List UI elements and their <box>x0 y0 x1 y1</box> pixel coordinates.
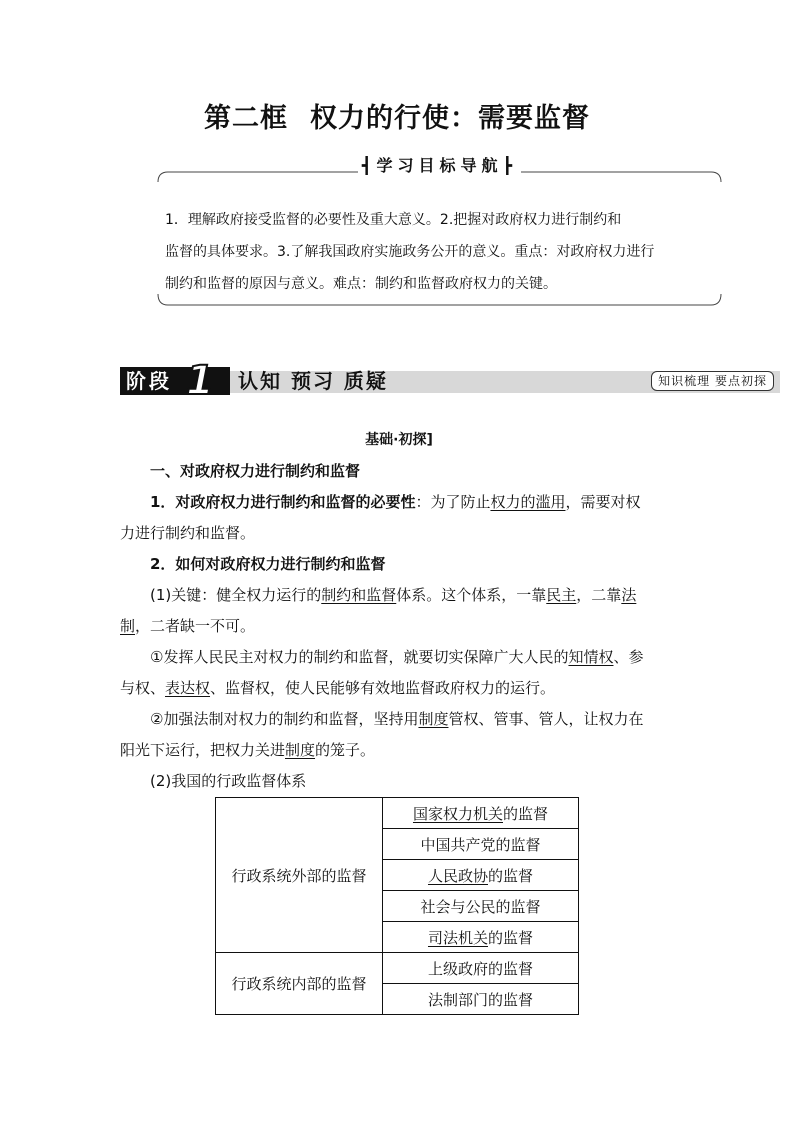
goal-text <box>165 204 690 300</box>
paragraph-2-cont: 制，二者缺一不可。 <box>120 617 256 635</box>
table-group-internal: 行政系统内部的监督 <box>216 953 383 1015</box>
stage-heading: 认知 预习 质疑 <box>238 369 388 393</box>
stage-label: 阶段 <box>120 367 230 395</box>
table-cell: 上级政府的监督 <box>383 953 579 984</box>
table-row <box>216 953 579 984</box>
paragraph-4: ②加强法制对权力的制约和监督，坚持用制度管权、管事、管人，让权力在 <box>150 710 644 728</box>
table-cell: 国家权力机关的监督 <box>383 798 579 829</box>
heading-2: 2．如何对政府权力进行制约和监督 <box>150 555 386 573</box>
goal-label: ┫学习目标导航┣ <box>157 153 722 176</box>
paragraph-1-cont: 力进行制约和监督。 <box>120 524 256 542</box>
heading-1: 一、对政府权力进行制约和监督 <box>150 462 361 480</box>
stage-tag: 知识梳理 要点初探 <box>651 371 774 391</box>
table-cell: 社会与公民的监督 <box>383 891 579 922</box>
supervision-table <box>215 797 579 1015</box>
paragraph-4-cont: 阳光下运行，把权力关进制度的笼子。 <box>120 741 376 759</box>
goal-line: 制约和监督的原因与意义。难点：制约和监督政府权力的关键。 <box>165 276 557 292</box>
stage-banner <box>120 358 780 404</box>
table-group-external: 行政系统外部的监督 <box>216 798 383 953</box>
table-cell: 司法机关的监督 <box>383 922 579 953</box>
learning-goals-box <box>157 156 722 310</box>
paragraph-5: (2)我国的行政监督体系 <box>150 772 307 790</box>
table-cell: 法制部门的监督 <box>383 984 579 1015</box>
stage-number: 1 <box>186 358 214 404</box>
paragraph-1: 1．对政府权力进行制约和监督的必要性：为了防止权力的滥用，需要对权 <box>150 493 641 511</box>
table-row <box>216 798 579 829</box>
paragraph-3: ①发挥人民民主对权力的制约和监督，就要切实保障广大人民的知情权、参 <box>150 648 644 666</box>
section-center-heading: 基础·初探] <box>365 432 433 448</box>
paragraph-3-cont: 与权、表达权、监督权，使人民能够有效地监督政府权力的运行。 <box>120 679 556 697</box>
title-part1: 第二框 <box>204 103 288 134</box>
paragraph-2: (1)关键：健全权力运行的制约和监督体系。这个体系，一靠民主，二靠法 <box>150 586 637 604</box>
main-content <box>120 425 678 797</box>
goal-line: 监督的具体要求。3.了解我国政府实施政务公开的意义。重点：对政府权力进行 <box>165 244 655 260</box>
table-cell: 中国共产党的监督 <box>383 829 579 860</box>
title-part2: 权力的行使：需要监督 <box>310 103 590 134</box>
goal-line: 1．理解政府接受监督的必要性及重大意义。2.把握对政府权力进行制约和 <box>165 212 622 228</box>
table-cell: 人民政协的监督 <box>383 860 579 891</box>
page-title <box>0 96 794 135</box>
